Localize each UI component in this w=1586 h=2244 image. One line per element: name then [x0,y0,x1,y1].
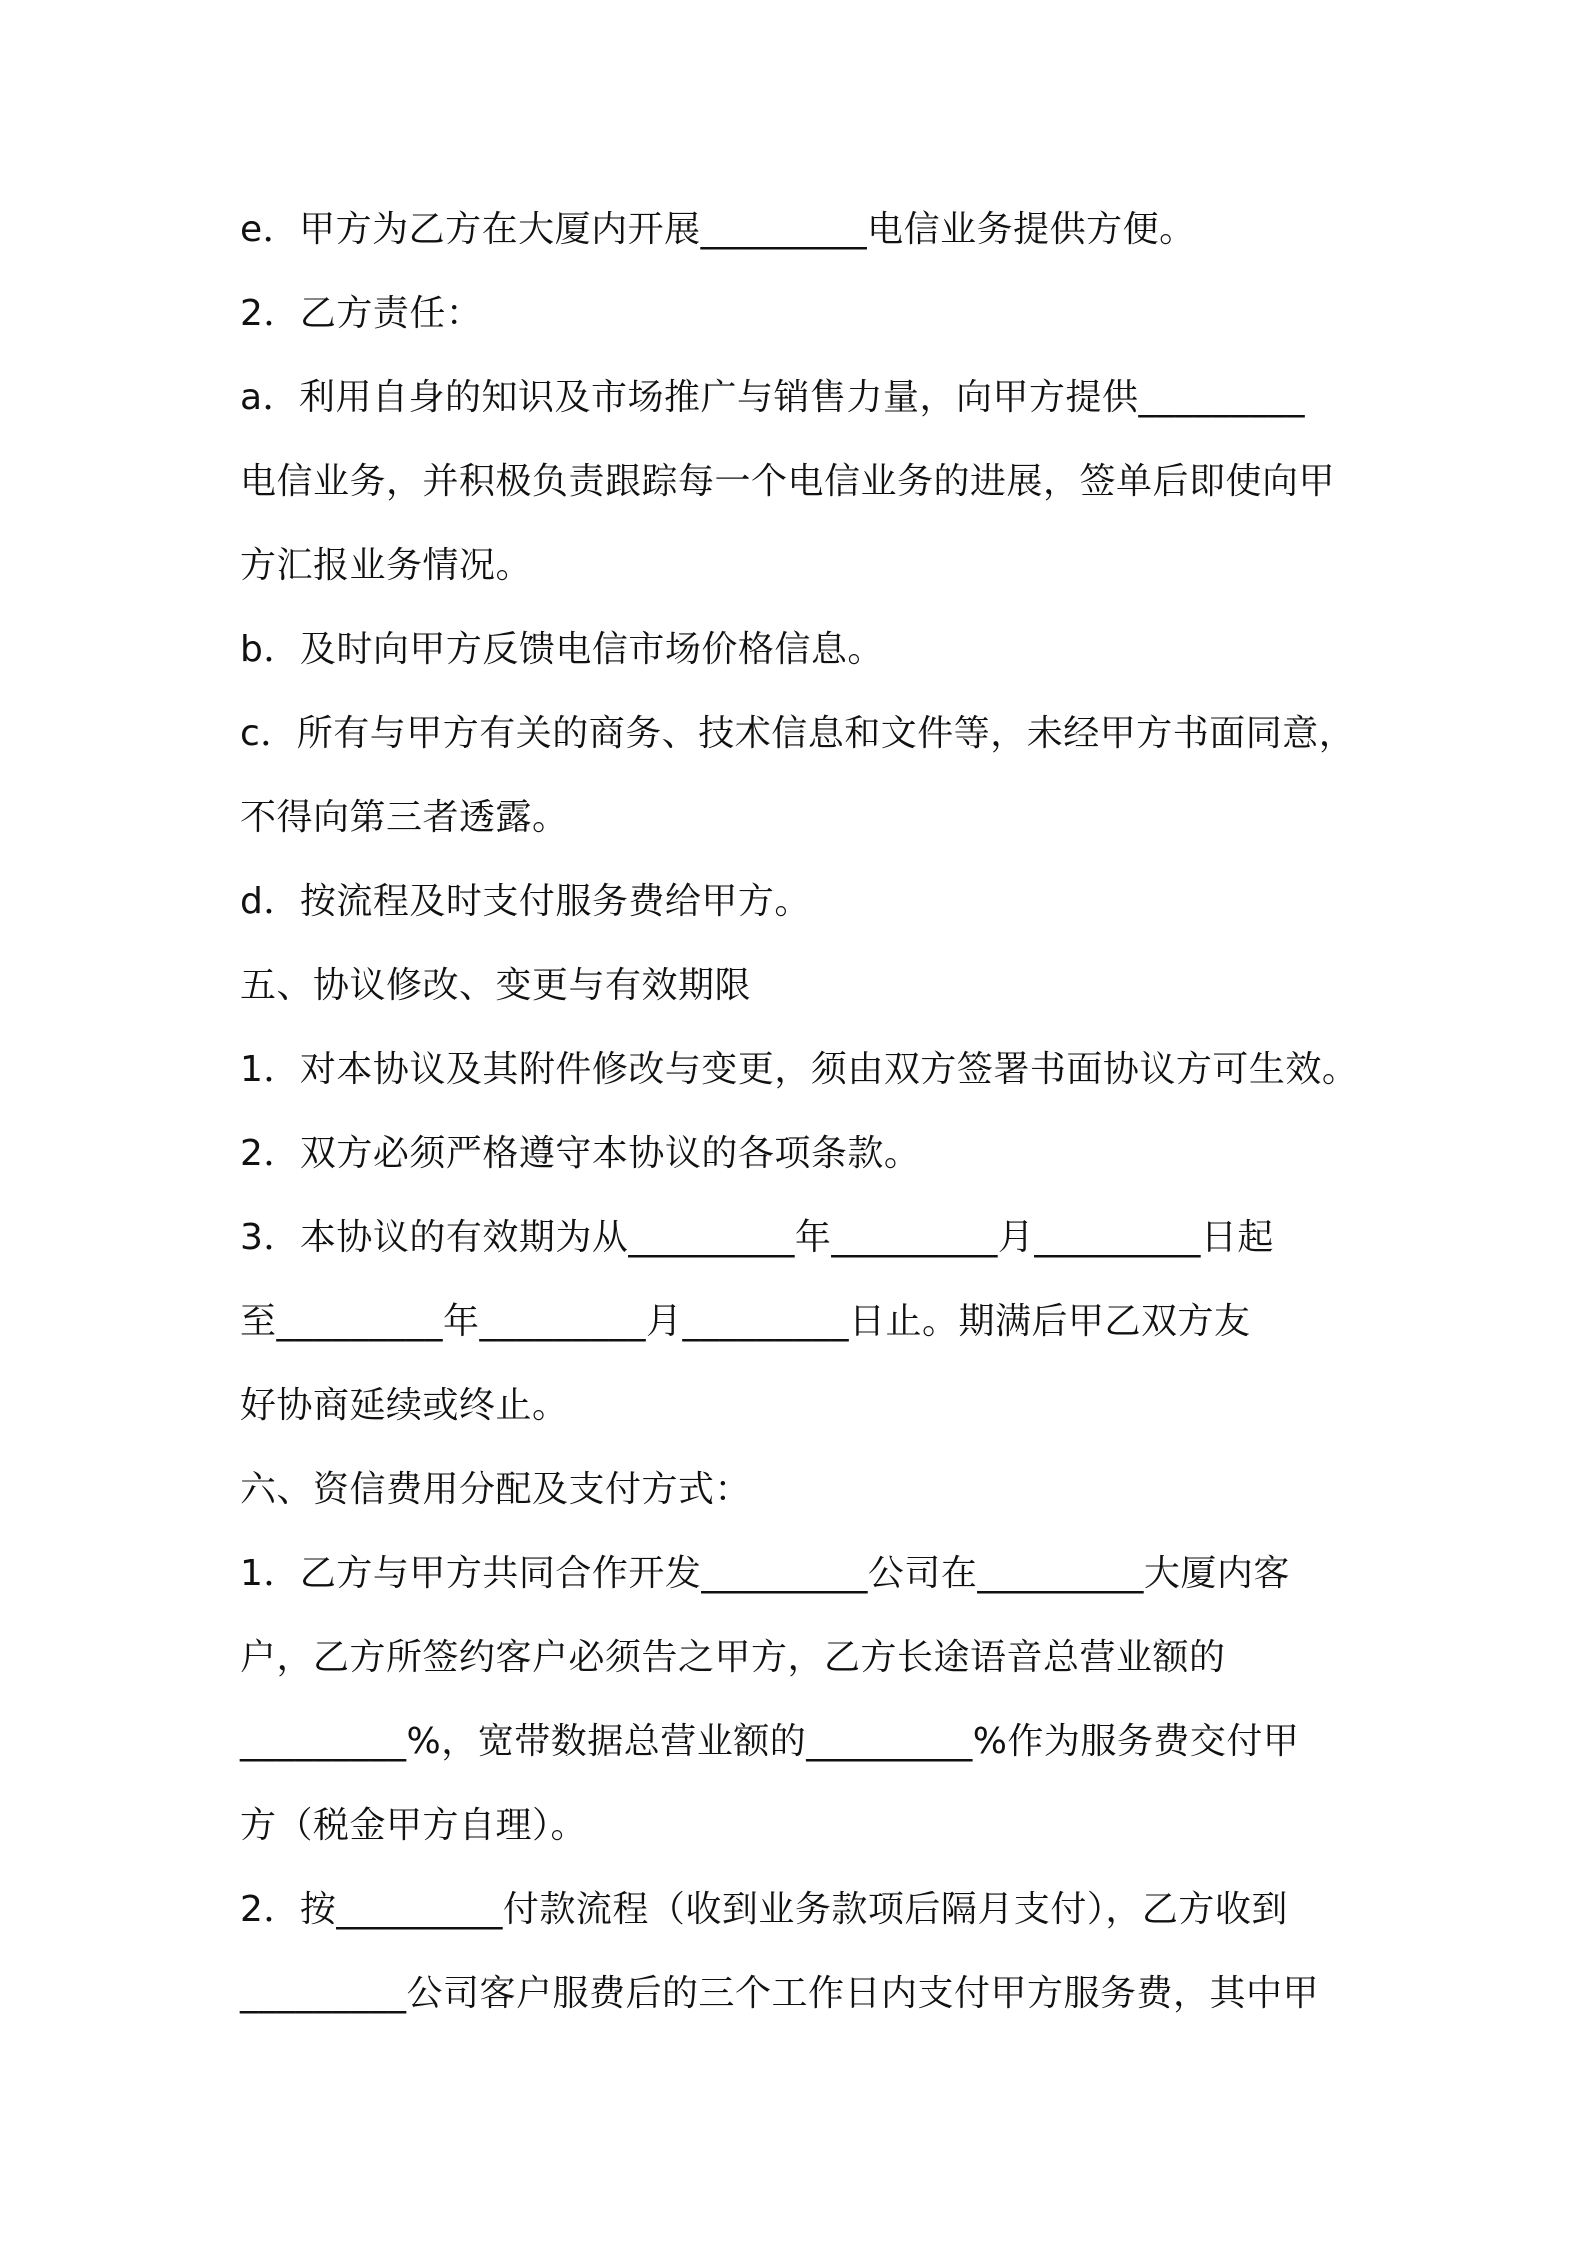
clause-c-line-2: 不得向第三者透露。 [240,797,569,838]
section-six-item-1-line-2: 户，乙方所签约客户必须告之甲方，乙方长途语音总营业额的 [240,1637,1226,1678]
section-five-item-3-line-2: 至_________年_________月_________日止。期满后甲乙双方友 [240,1301,1251,1342]
section-six-item-2-line-2: _________公司客户服费后的三个工作日内支付甲方服务费，其中甲 [240,1973,1320,2014]
party-b-responsibility-heading: 2．乙方责任： [240,293,483,334]
clause-a-line-2: 电信业务，并积极负责跟踪每一个电信业务的进展，签单后即使向甲 [240,461,1336,502]
clause-d-line: d．按流程及时支付服务费给甲方。 [240,881,811,922]
section-six-item-2-line-1: 2．按_________付款流程（收到业务款项后隔月支付），乙方收到 [240,1889,1288,1930]
section-six-item-1-line-1: 1．乙方与甲方共同合作开发_________公司在_________大厦内客 [240,1553,1290,1594]
clause-b-line: b．及时向甲方反馈电信市场价格信息。 [240,629,884,670]
section-six-heading: 六、资信费用分配及支付方式： [240,1469,752,1510]
section-five-item-1: 1．对本协议及其附件修改与变更，须由双方签署书面协议方可生效。 [240,1049,1359,1090]
section-five-item-2: 2．双方必须严格遵守本协议的各项条款。 [240,1133,921,1174]
document-body [240,198,1370,2046]
clause-a-line-1: a．利用自身的知识及市场推广与销售力量，向甲方提供_________ [240,377,1306,418]
clause-c-line-1: c．所有与甲方有关的商务、技术信息和文件等，未经甲方书面同意， [240,713,1356,754]
section-six-item-1-line-3: _________%，宽带数据总营业额的_________%作为服务费交付甲 [240,1721,1300,1762]
clause-e-line: e．甲方为乙方在大厦内开展_________电信业务提供方便。 [240,209,1196,250]
section-five-item-3-line-3: 好协商延续或终止。 [240,1385,569,1426]
clause-a-line-3: 方汇报业务情况。 [240,545,533,586]
section-six-item-1-line-4: 方（税金甲方自理）。 [240,1805,588,1846]
section-five-heading: 五、协议修改、变更与有效期限 [240,965,752,1006]
section-five-item-3-line-1: 3．本协议的有效期为从_________年_________月_________日起 [240,1217,1274,1258]
